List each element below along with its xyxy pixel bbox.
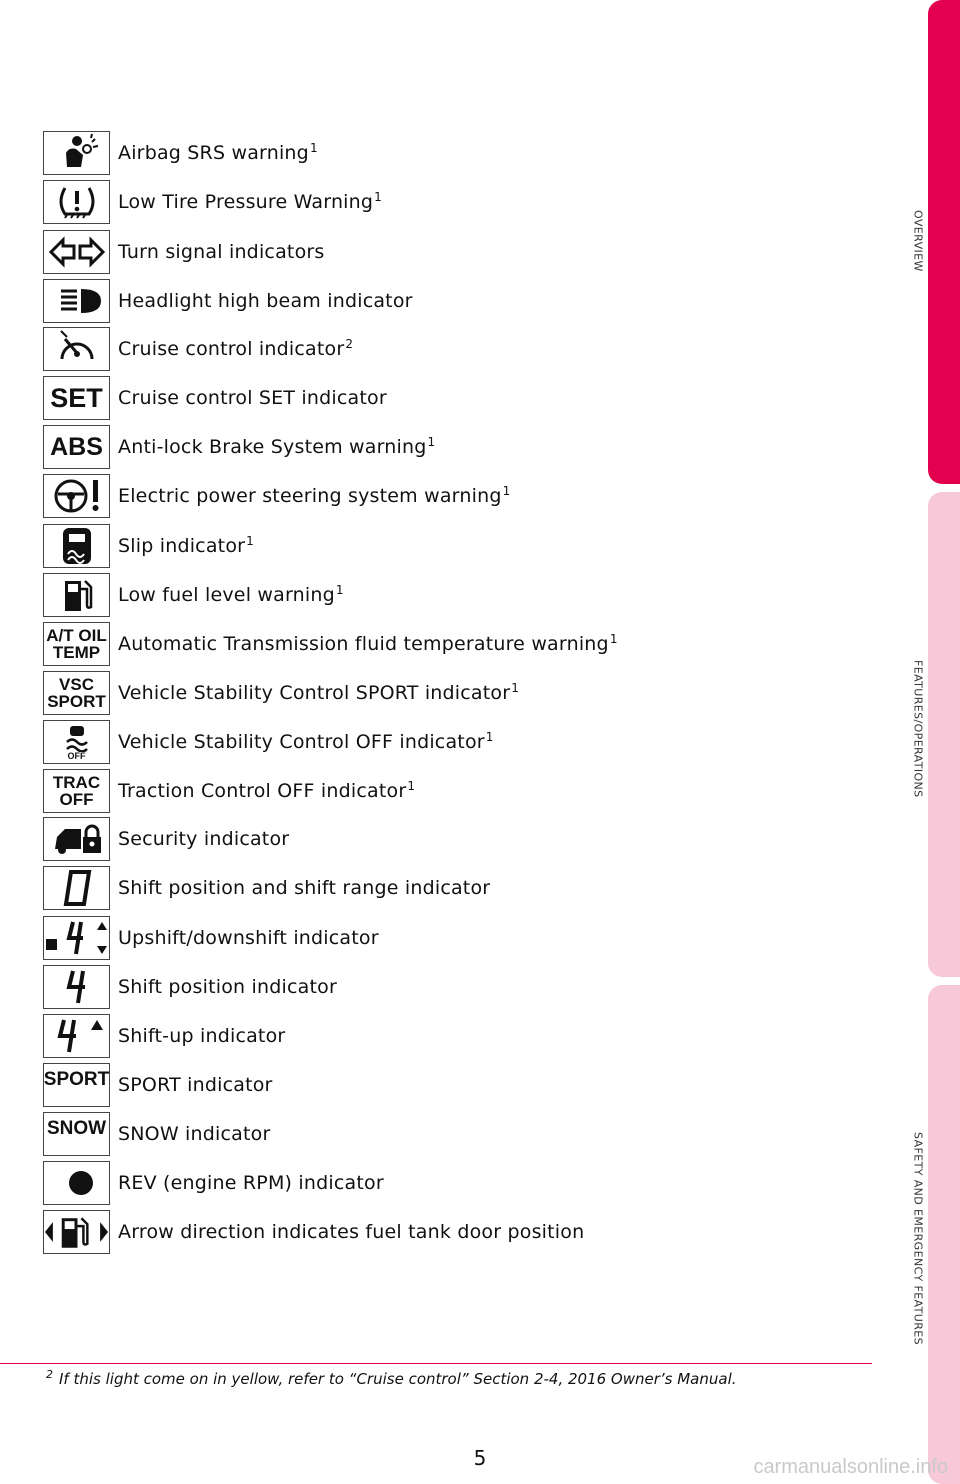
indicator-row bbox=[43, 621, 618, 667]
footnote: $^2$ If this light come on in yellow, refer to “Cruise control” Section 2-4, 2016 Owner’s Manual. bbox=[46, 1368, 737, 1388]
indicator-label: REV (engine RPM) indicator bbox=[118, 1172, 384, 1194]
snow-icon: SNOW bbox=[43, 1112, 110, 1156]
indicator-row bbox=[43, 964, 338, 1010]
upshift-downshift-icon bbox=[43, 916, 110, 960]
indicator-row bbox=[43, 523, 254, 569]
indicator-row bbox=[43, 326, 353, 372]
indicator-label: SPORT indicator bbox=[118, 1074, 273, 1096]
indicator-row bbox=[43, 670, 519, 716]
airbag-srs-icon bbox=[43, 131, 110, 175]
indicator-row bbox=[43, 719, 494, 765]
indicator-row bbox=[43, 1209, 585, 1255]
cruise-control-icon bbox=[43, 327, 110, 371]
indicator-label: Vehicle Stability Control OFF indicator$^1$ bbox=[118, 729, 494, 753]
trac-off-icon: TRAC OFF bbox=[43, 769, 110, 813]
side-label-overview: OVERVIEW bbox=[911, 210, 925, 272]
side-label-safety: SAFETY AND EMERGENCY FEATURES bbox=[911, 1132, 925, 1345]
shift-digit-icon bbox=[43, 965, 110, 1009]
indicator-row bbox=[43, 1062, 274, 1108]
indicator-row bbox=[43, 572, 344, 618]
indicator-row bbox=[43, 278, 414, 324]
fuel-door-icon bbox=[43, 1210, 110, 1254]
set-icon: SET bbox=[43, 376, 110, 420]
indicator-row bbox=[43, 130, 318, 176]
indicator-label: Shift-up indicator bbox=[118, 1025, 286, 1047]
indicator-label: Shift position and shift range indicator bbox=[118, 877, 491, 899]
shift-up-icon bbox=[43, 1014, 110, 1058]
indicator-label: Vehicle Stability Control SPORT indicator$^1$ bbox=[118, 680, 520, 704]
indicator-label: Headlight high beam indicator bbox=[118, 290, 413, 312]
security-icon bbox=[43, 817, 110, 861]
abs-icon: ABS bbox=[43, 425, 110, 469]
indicator-label: Upshift/downshift indicator bbox=[118, 927, 379, 949]
indicator-row bbox=[43, 179, 382, 225]
indicator-label: Cruise control indicator$^2$ bbox=[118, 336, 354, 360]
indicator-label: Automatic Transmission fluid temperature warning$^1$ bbox=[118, 631, 618, 655]
rev-dot-icon bbox=[43, 1161, 110, 1205]
tire-pressure-icon bbox=[43, 180, 110, 224]
indicator-label: Slip indicator$^1$ bbox=[118, 533, 254, 557]
indicator-row bbox=[43, 229, 326, 275]
indicator-label: Electric power steering system warning$^1$ bbox=[118, 483, 511, 507]
indicator-row bbox=[43, 768, 415, 814]
indicator-label: Shift position indicator bbox=[118, 976, 337, 998]
at-oil-temp-icon: A/T OIL TEMP bbox=[43, 622, 110, 666]
indicator-row bbox=[43, 375, 388, 421]
slip-icon bbox=[43, 524, 110, 568]
indicator-label: Airbag SRS warning$^1$ bbox=[118, 140, 318, 164]
vsc-off-icon: OFF bbox=[43, 720, 110, 764]
indicator-row bbox=[43, 816, 290, 862]
indicator-row bbox=[43, 1160, 385, 1206]
indicator-label: Traction Control OFF indicator$^1$ bbox=[118, 778, 416, 802]
power-steering-icon bbox=[43, 474, 110, 518]
side-label-features: FEATURES/OPERATIONS bbox=[911, 660, 925, 798]
indicator-row bbox=[43, 424, 435, 470]
vsc-sport-icon: VSC SPORT bbox=[43, 671, 110, 715]
indicator-label: Low fuel level warning$^1$ bbox=[118, 582, 344, 606]
indicator-row bbox=[43, 1111, 272, 1157]
shift-position-icon bbox=[43, 866, 110, 910]
sport-icon: SPORT bbox=[43, 1063, 110, 1107]
indicator-row bbox=[43, 915, 380, 961]
indicator-label: Turn signal indicators bbox=[118, 241, 325, 263]
high-beam-icon bbox=[43, 279, 110, 323]
indicator-label: Anti-lock Brake System warning$^1$ bbox=[118, 434, 436, 458]
indicator-label: Security indicator bbox=[118, 828, 290, 850]
watermark: carmanualsonline.info bbox=[753, 1456, 948, 1478]
fuel-pump-icon bbox=[43, 573, 110, 617]
indicator-label: Arrow direction indicates fuel tank door position bbox=[118, 1221, 585, 1243]
page-number: 5 bbox=[473, 1446, 487, 1470]
footnote-divider bbox=[0, 1363, 872, 1364]
turn-signal-icon bbox=[43, 230, 110, 274]
indicator-label: SNOW indicator bbox=[118, 1123, 271, 1145]
indicator-label: Cruise control SET indicator bbox=[118, 387, 387, 409]
indicator-label: Low Tire Pressure Warning$^1$ bbox=[118, 189, 383, 213]
indicator-row bbox=[43, 865, 491, 911]
indicator-row bbox=[43, 473, 510, 519]
indicator-row bbox=[43, 1013, 286, 1059]
